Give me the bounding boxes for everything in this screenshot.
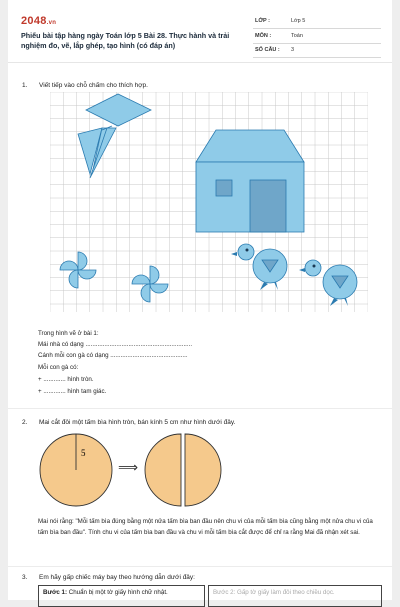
- q1-line: Trong hình vẽ ở bài 1:: [38, 330, 99, 337]
- step-1-box: [38, 585, 205, 607]
- meta-subject: [253, 31, 381, 44]
- right-half-circle: [185, 434, 221, 506]
- meta-value: Toán: [291, 33, 303, 39]
- meta-label: SỐ CÂU :: [255, 47, 280, 53]
- meta-value: 3: [291, 47, 295, 53]
- q1-line: Mỗi con gà có:: [38, 364, 79, 371]
- radius-label: 5: [81, 448, 86, 458]
- step-2-box: [208, 585, 382, 607]
- question-separator: [8, 408, 392, 409]
- q1-line: Cánh mỗi con gà có dạng .............................................: [38, 352, 188, 359]
- left-half-circle: [145, 434, 181, 506]
- arrow-icon: ⟹: [118, 460, 139, 476]
- worksheet-title: Phiếu bài tập hàng ngày Toán lớp 5 Bài 28. Thực hành và trải nghiệm đo, vẽ, lắp ghép, tạo hình (có đáp án): [21, 31, 230, 50]
- question-text: Mai cắt đôi một tấm bìa hình tròn, bán kính 5 cm như hình dưới đây.: [39, 419, 236, 426]
- step-1-text: Bước 1: Chuẩn bị một tờ giấy hình chữ nhật.: [43, 589, 168, 596]
- circle-cut-figure: [38, 432, 228, 512]
- q1-line: Mái nhà có dạng ..............................................................: [38, 341, 193, 348]
- worksheet-header: [8, 0, 392, 62]
- question-text: Em hãy gấp chiếc máy bay theo hướng dẫn dưới đây:: [39, 574, 195, 581]
- pinwheel-figure: [132, 266, 168, 302]
- meta-value: Lớp 5: [291, 18, 306, 24]
- q1-line: + ............. hình tròn.: [38, 376, 94, 383]
- question-number: 1.: [22, 82, 28, 89]
- meta-question-count: [253, 45, 381, 58]
- question-text: Viết tiếp vào chỗ chấm cho thích hợp.: [39, 82, 148, 89]
- question-separator: [8, 566, 392, 567]
- question-number: 3.: [22, 574, 28, 581]
- question-number: 2.: [22, 419, 28, 426]
- house-figure: [196, 130, 304, 232]
- grid-figure: [50, 92, 368, 312]
- meta-grade: [253, 16, 381, 29]
- header-divider: [8, 62, 392, 63]
- kite-figure: [78, 94, 151, 178]
- meta-label: MÔN :: [255, 33, 272, 39]
- q2-paragraph: Mai nói rằng: "Mỗi tấm bìa đúng bằng một nửa tấm bìa ban đầu nên chu vi của mỗi tấm bìa cũng bằng một nửa chu vi của tấm bìa ban đầu". Tính chu vi của tấm bìa ban đầu và chu vi mỗi tấm bìa cắt được để chỉ ra rằng Mai đã nhận xét sai.: [38, 518, 373, 536]
- site-logo[interactable]: 2048.vn: [21, 15, 57, 27]
- q1-line: + ............. hình tam giác.: [38, 388, 107, 395]
- full-circle: [40, 434, 112, 506]
- worksheet-page: [8, 0, 392, 600]
- pinwheel-figure: [60, 252, 96, 288]
- step-2-text: Bước 2: Gấp tờ giấy làm đôi theo chiều dọc.: [213, 589, 335, 596]
- meta-label: LỚP :: [255, 18, 270, 24]
